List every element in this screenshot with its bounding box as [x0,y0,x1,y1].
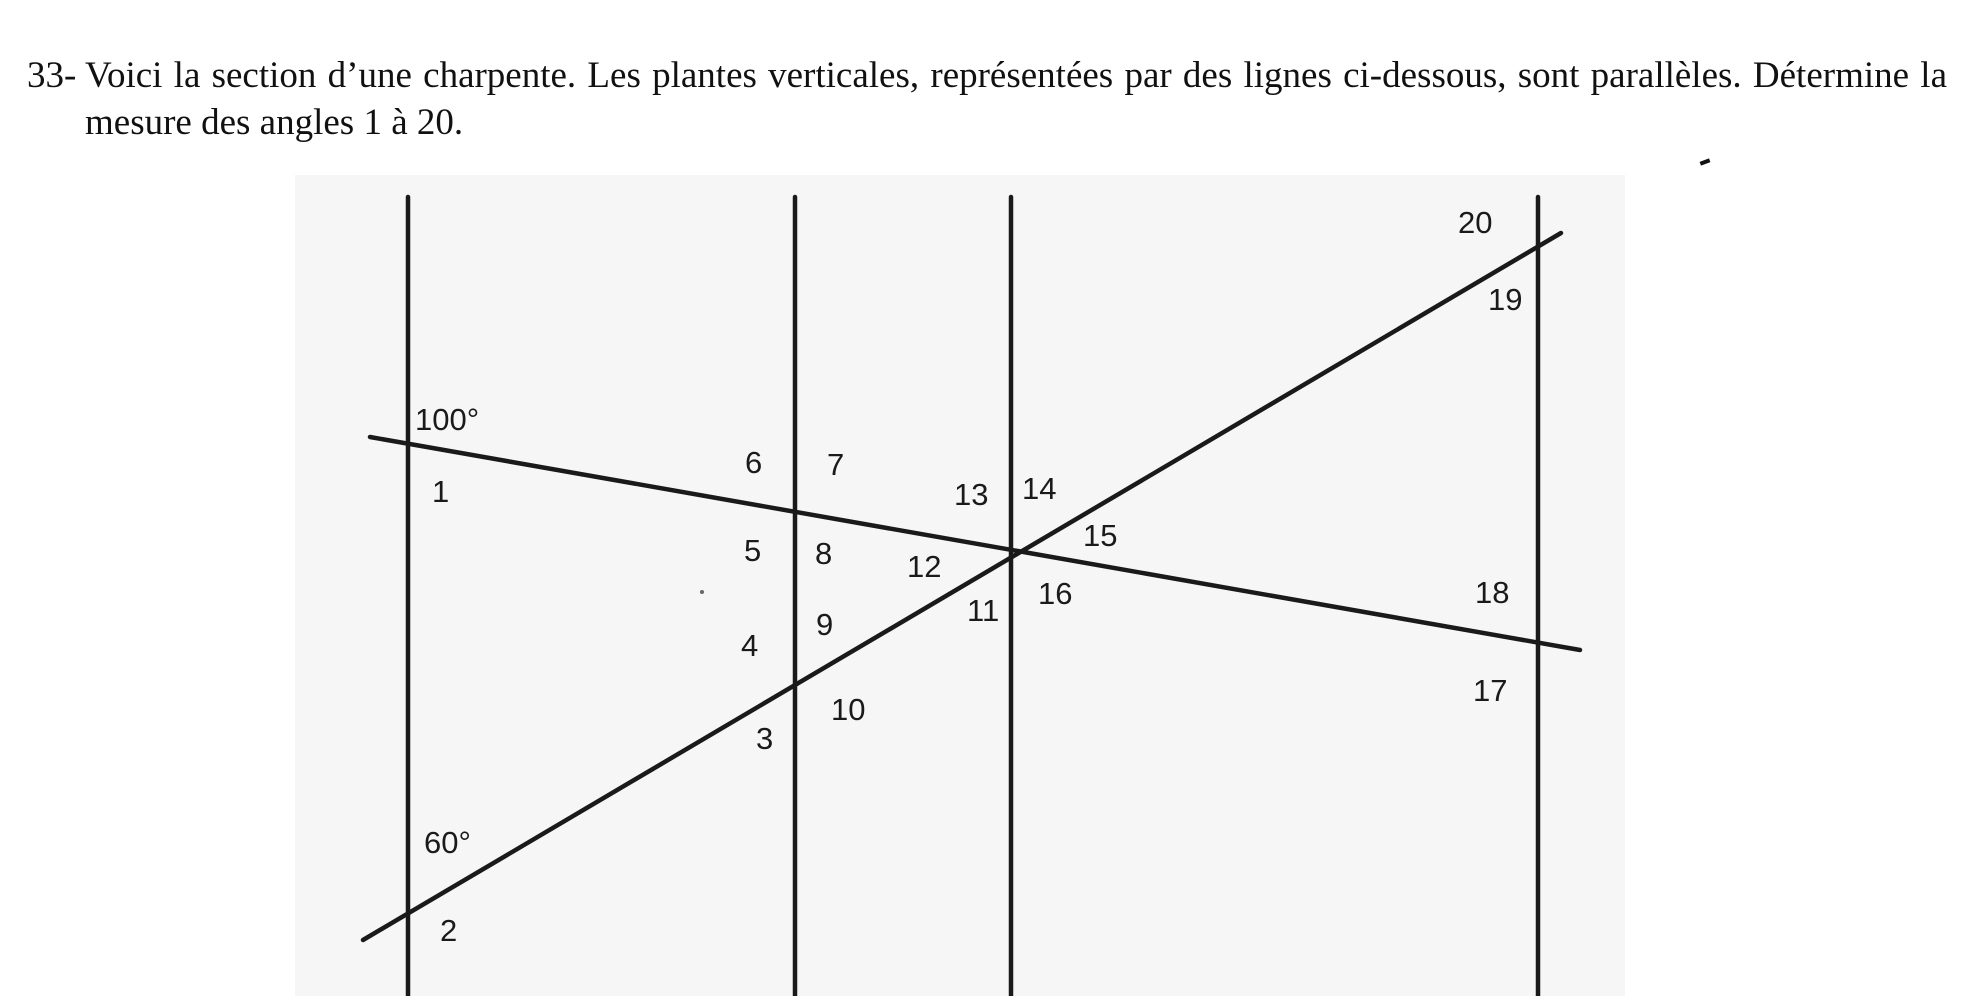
angle-label-5: 5 [744,533,762,568]
stray-mark [1700,158,1711,165]
angle-label-16: 16 [1038,576,1073,611]
angle-label-17: 17 [1473,673,1508,708]
question-number: 33- [27,55,77,96]
angle-label-10: 10 [831,692,866,727]
angle-label-11: 11 [967,593,1000,628]
angle-label-15: 15 [1083,518,1118,553]
given-angle-100: 100° [415,402,480,437]
given-angle-60: 60° [424,825,471,860]
question-text [27,52,1947,146]
angle-label-2: 2 [440,913,458,948]
angle-label-20: 20 [1458,205,1493,240]
angle-label-8: 8 [815,536,833,571]
angle-label-4: 4 [741,628,759,663]
angle-label-18: 18 [1475,575,1510,610]
angle-label-19: 19 [1488,282,1523,317]
angle-label-3: 3 [756,721,774,756]
stray-dot [700,590,704,594]
angle-label-6: 6 [745,445,763,480]
angle-label-14: 14 [1022,471,1057,506]
truss-diagram [295,175,1625,996]
truss-svg [295,175,1625,996]
angle-label-9: 9 [816,607,834,642]
question-body: Voici la section d’une charpente. Les plantes verticales, représentées par des lignes ci-dessous, sont parallèles. Détermine la mesure des angles 1 à 20. [85,55,1947,143]
angle-label-1: 1 [432,474,450,509]
angle-label-7: 7 [827,447,845,482]
angle-label-13: 13 [954,477,989,512]
angle-label-12: 12 [907,549,942,584]
transversal-ascending [363,233,1561,940]
